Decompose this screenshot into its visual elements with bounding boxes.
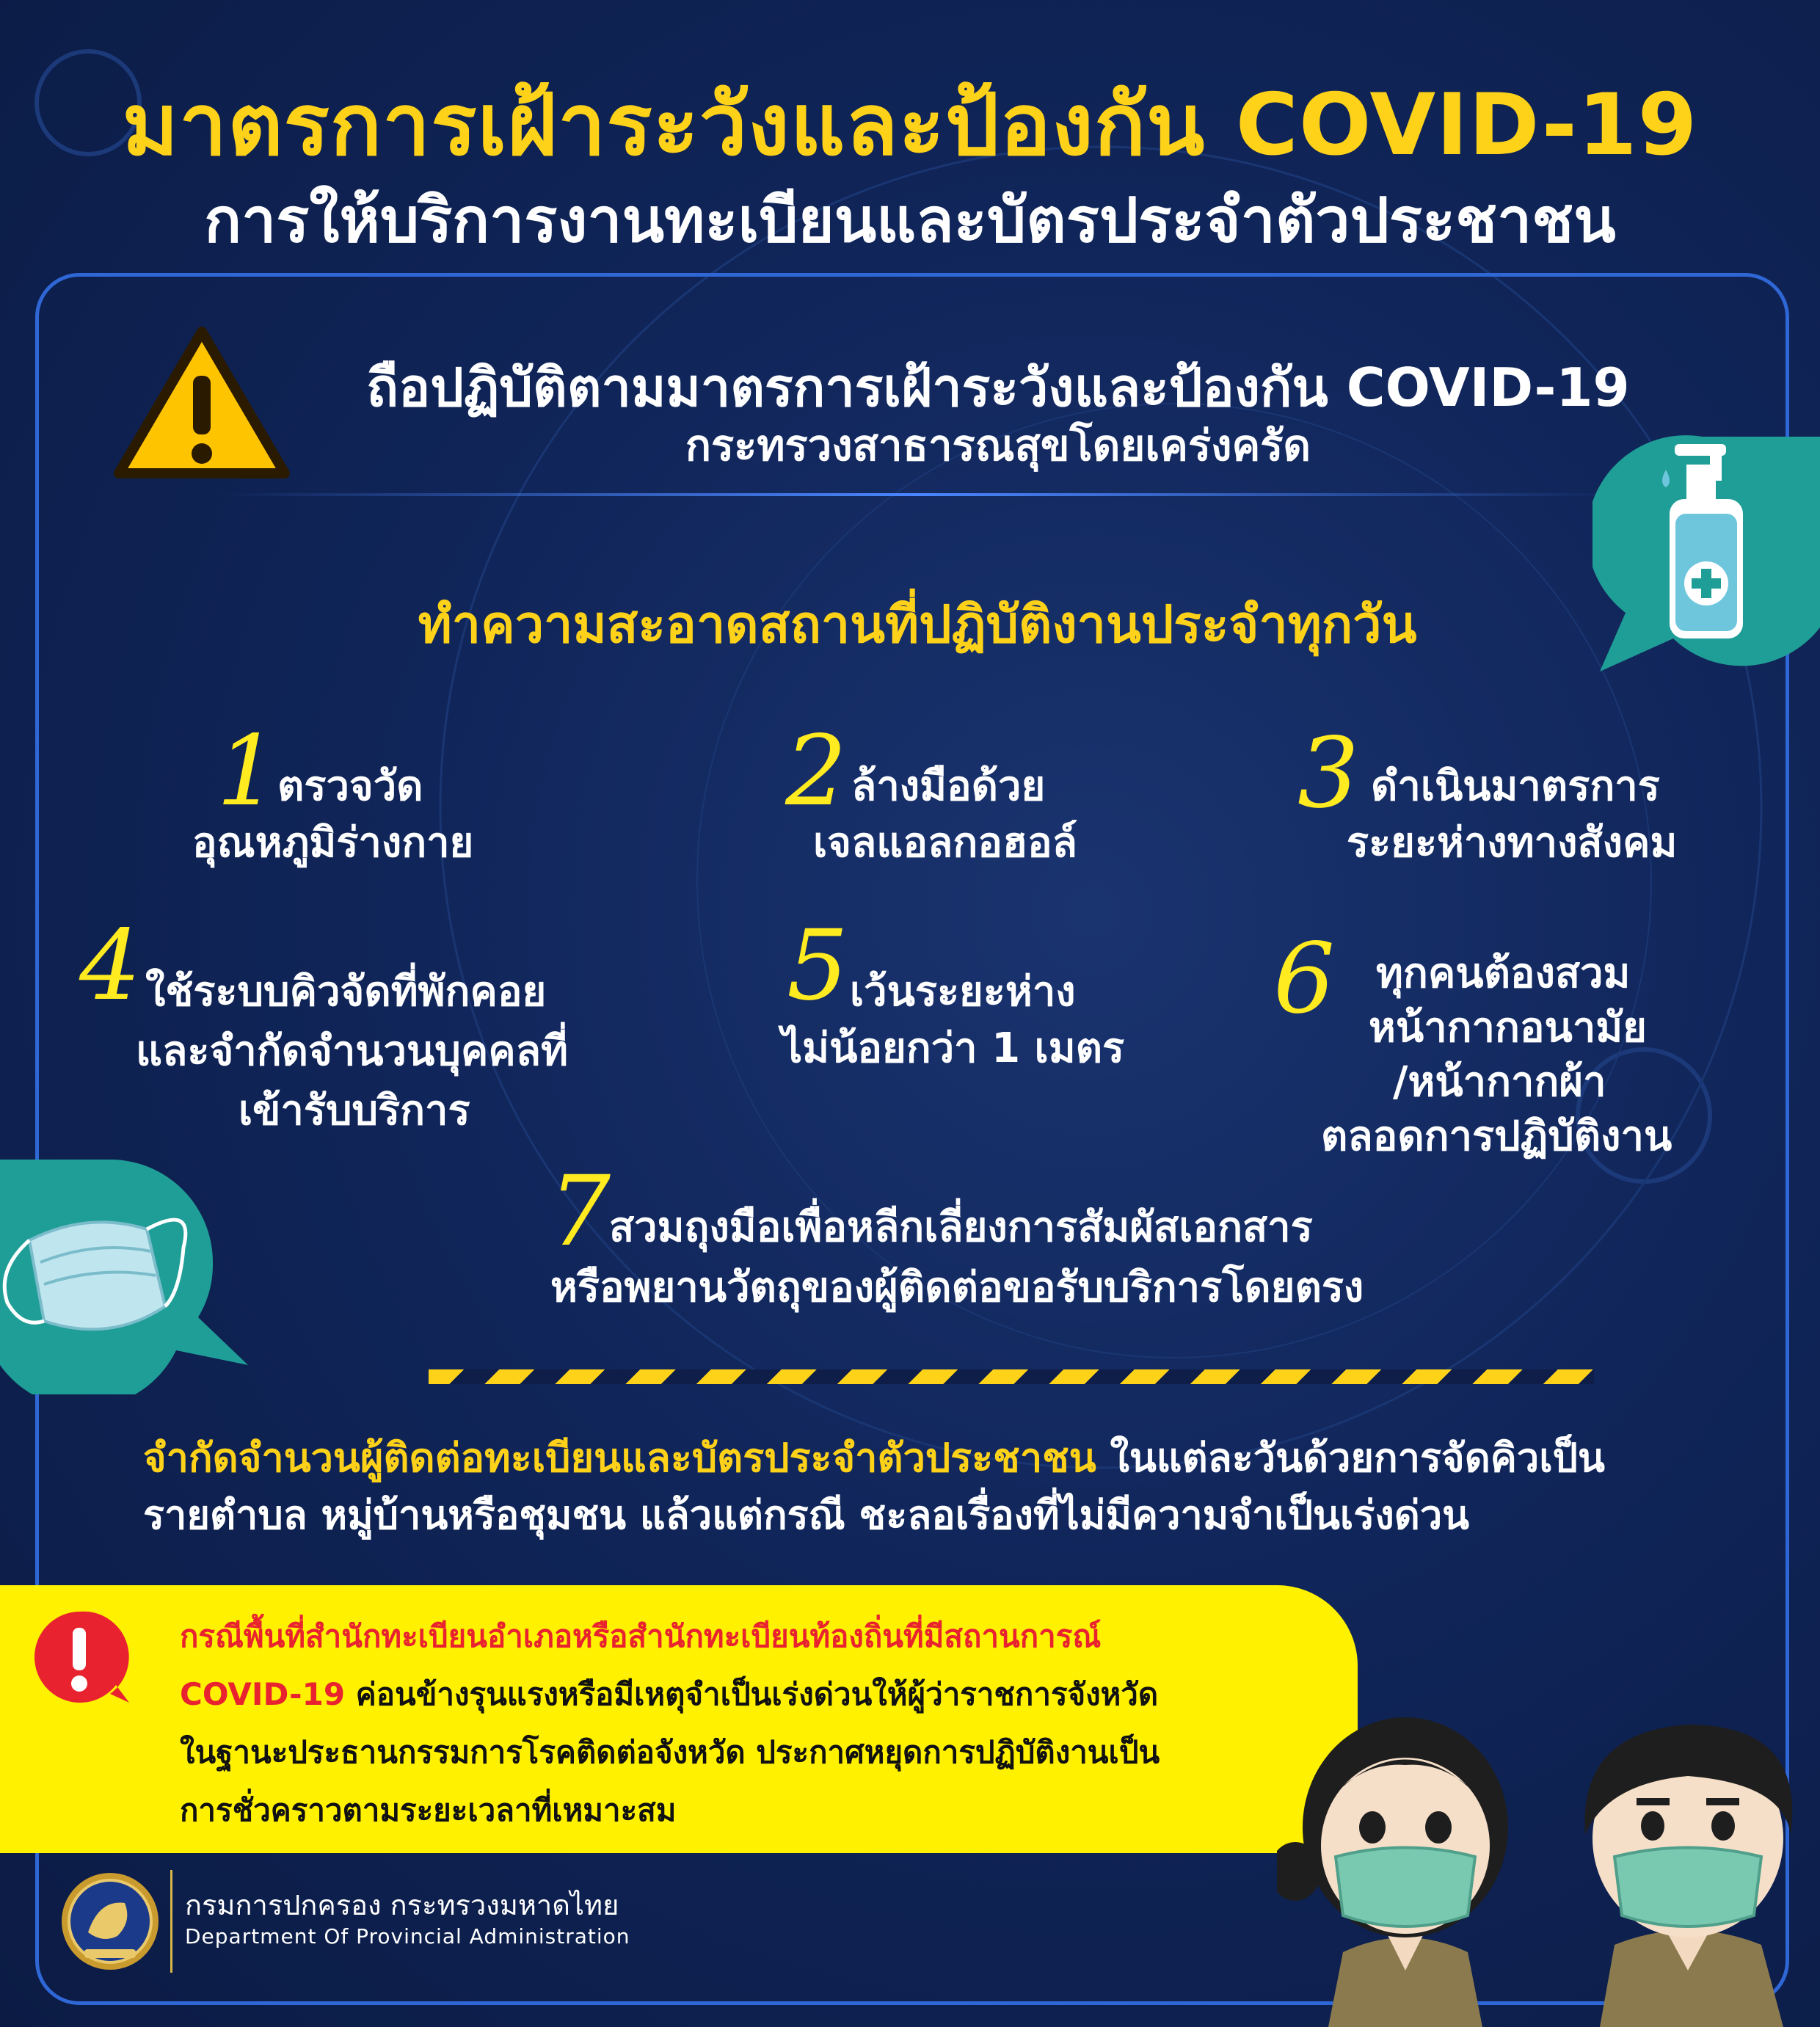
measure-1-line-1: ตรวจวัด <box>277 763 423 810</box>
measure-6-line-2: หน้ากากอนามัย <box>1369 1004 1647 1052</box>
measure-6-line-4: ตลอดการปฏิบัติงาน <box>1321 1113 1672 1160</box>
measure-3-number: 3 <box>1297 717 1359 830</box>
alert-line-2-rest: ค่อนข้างรุนแรงหรือมีเหตุจำเป็นเร่งด่วนให้ผู้ว่าราชการจังหวัด <box>345 1676 1159 1712</box>
exclamation-icon <box>28 1606 131 1708</box>
measure-7-number: 7 <box>549 1155 611 1268</box>
warning-triangle-icon <box>110 323 294 484</box>
limit-line-2: รายตำบล หมู่บ้านหรือชุมชน แล้วแต่กรณี ชะลอเรื่องที่ไม่มีความจำเป็นเร่งด่วน <box>143 1492 1470 1538</box>
officer-male-illustration <box>1584 1725 1792 2027</box>
measure-4-line-3: เข้ารับบริการ <box>239 1087 470 1135</box>
clean-heading: ทำความสะอาดสถานที่ปฏิบัติงานประจำทุกวัน <box>418 594 1417 655</box>
measure-5-line-1: เว้นระยะห่าง <box>850 968 1076 1016</box>
measure-3-line-2: ระยะห่างทางสังคม <box>1347 819 1678 867</box>
measure-6-number: 6 <box>1273 922 1335 1036</box>
measure-4-number: 4 <box>79 909 141 1022</box>
measure-6-line-1: ทุกคนต้องสวม <box>1376 950 1631 997</box>
dopa-seal-logo <box>59 1870 161 1973</box>
measure-6-line-3: /หน้ากากผ้า <box>1393 1058 1606 1106</box>
measure-2-number: 2 <box>785 715 847 828</box>
measure-2-line-1: ล้างมือด้วย <box>851 763 1046 810</box>
measure-7-line-2: หรือพยานวัตถุของผู้ติดต่อขอรับบริการโดยตรง <box>550 1264 1364 1311</box>
measure-4-line-2: และจำกัดจำนวนบุคคลที่ <box>136 1027 568 1075</box>
divider <box>220 493 1615 496</box>
measure-2-line-2: เจลแอลกอฮอล์ <box>813 819 1077 867</box>
measure-7-line-1: สวมถุงมือเพื่อหลีกเลี่ยงการสัมผัสเอกสาร <box>609 1204 1313 1251</box>
page-title: มาตรการเฝ้าระวังและป้องกัน COVID-19 <box>122 76 1698 175</box>
measure-5-line-2: ไม่น้อยกว่า 1 เมตร <box>782 1025 1125 1072</box>
measure-3-line-1: ดำเนินมาตรการ <box>1371 763 1660 810</box>
footer-org-english: Department Of Provincial Administration <box>185 1924 630 1948</box>
footer-divider <box>170 1870 172 1973</box>
alert-covid: COVID-19 <box>180 1676 346 1712</box>
officers-illustration <box>1277 1681 1820 2027</box>
limit-paragraph <box>143 1430 1758 1544</box>
notice-heading: ถือปฏิบัติตามมาตรการเฝ้าระวังและป้องกัน COVID-19 <box>366 357 1630 418</box>
measure-1-number: 1 <box>216 715 278 828</box>
alert-line-3: ในฐานะประธานกรรมการโรคติดต่อจังหวัด ประกาศหยุดการปฏิบัติงานเป็น <box>180 1734 1160 1770</box>
notice-subheading: กระทรวงสาธารณสุขโดยเคร่งครัด <box>685 421 1311 470</box>
footer-org-thai: กรมการปกครอง กระทรวงมหาดไทย <box>185 1889 619 1921</box>
officer-female-illustration <box>1277 1717 1508 2027</box>
caution-stripe <box>429 1369 1594 1384</box>
hand-sanitizer-icon <box>1592 429 1820 679</box>
face-mask-icon <box>0 1160 250 1394</box>
alert-line-1: กรณีพื้นที่สำนักทะเบียนอำเภอหรือสำนักทะเบียนท้องถิ่นที่มีสถานการณ์ <box>180 1618 1102 1654</box>
alert-text <box>180 1607 1347 1839</box>
measure-4-line-1: ใช้ระบบคิวจัดที่พักคอย <box>145 968 547 1016</box>
limit-line-1-rest: ในแต่ละวันด้วยการจัดคิวเป็น <box>1096 1435 1605 1481</box>
measure-5-number: 5 <box>787 909 848 1022</box>
limit-highlight: จำกัดจำนวนผู้ติดต่อทะเบียนและบัตรประจำตัวประชาชน <box>143 1435 1096 1481</box>
alert-line-4: การชั่วคราวตามระยะเวลาที่เหมาะสม <box>180 1792 677 1828</box>
page-subtitle: การให้บริการงานทะเบียนและบัตรประจำตัวประชาชน <box>204 184 1616 256</box>
measure-1-line-2: อุณหภูมิร่างกาย <box>192 819 474 867</box>
